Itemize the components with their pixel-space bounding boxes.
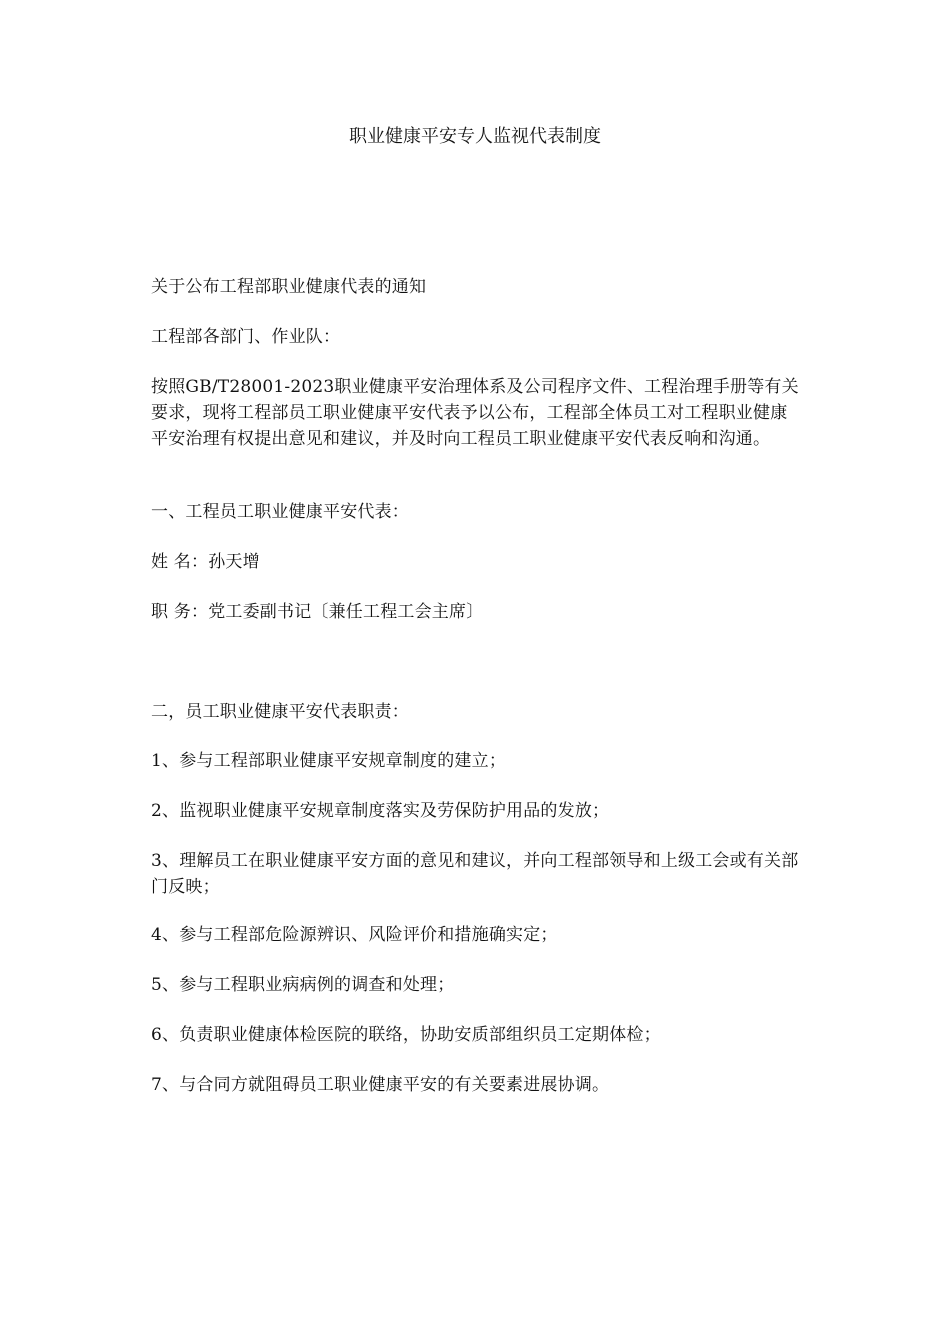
section1-heading: 一、工程员工职业健康平安代表： bbox=[151, 502, 409, 522]
duty-item: 2、监视职业健康平安规章制度落实及劳保防护用品的发放； bbox=[151, 801, 610, 821]
duty-item: 4、参与工程部危险源辨识、风险评价和措施确实定； bbox=[151, 925, 558, 945]
section2-heading: 二，员工职业健康平安代表职责： bbox=[151, 702, 409, 722]
duty-item: 6、负责职业健康体检医院的联络，协助安质部组织员工定期体检； bbox=[151, 1025, 661, 1045]
representative-position: 职 务：党工委副书记〔兼任工程工会主席〕 bbox=[151, 602, 484, 622]
duty-item: 7、与合同方就阻碍员工职业健康平安的有关要素进展协调。 bbox=[151, 1075, 610, 1095]
notice-title: 关于公布工程部职业健康代表的通知 bbox=[151, 277, 427, 297]
duty-item: 5、参与工程职业病病例的调查和处理； bbox=[151, 975, 455, 995]
salutation: 工程部各部门、作业队： bbox=[151, 327, 341, 347]
document-title: 职业健康平安专人监视代表制度 bbox=[349, 126, 601, 147]
intro-paragraph: 按照GB/T28001-2023职业健康平安治理体系及公司程序文件、工程治理手册等有关要求，现将工程部员工职业健康平安代表予以公布，工程部全体员工对工程职业健康平安治理有权提出意见和建议，并及时向工程员工职业健康平安代表反响和沟通。 bbox=[151, 377, 799, 449]
duty-item: 3、理解员工在职业健康平安方面的意见和建议，并向工程部领导和上级工会或有关部门反映； bbox=[151, 851, 799, 897]
representative-name: 姓 名：孙天增 bbox=[151, 552, 260, 572]
duty-item: 1、参与工程部职业健康平安规章制度的建立； bbox=[151, 751, 507, 771]
